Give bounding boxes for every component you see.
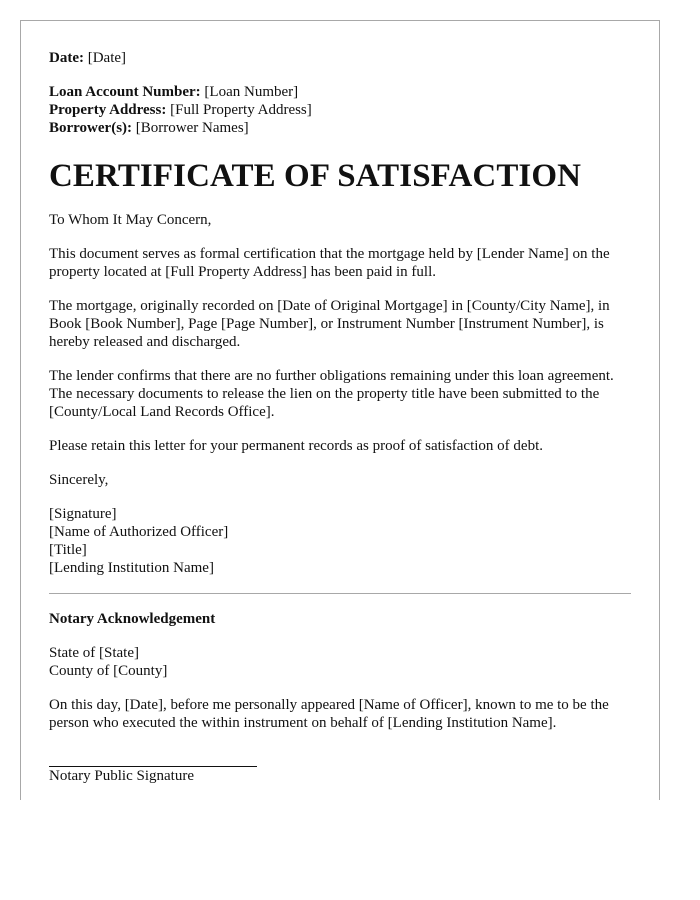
closing: Sincerely, — [49, 472, 109, 488]
borrowers-value: [Borrower Names] — [135, 120, 249, 136]
property-address-line — [49, 101, 631, 119]
notary-heading: Notary Acknowledgement — [49, 611, 216, 627]
paragraph-retain-records: Please retain this letter for your permanent records as proof of satisfaction of debt. — [49, 438, 543, 454]
document-page — [20, 20, 660, 800]
loan-number-value: [Loan Number] — [204, 84, 299, 100]
date-line — [49, 49, 631, 67]
signature-placeholder: [Signature] — [49, 506, 117, 522]
paragraph-payment-certification: This document serves as formal certification that the mortgage held by [Lender Name] on the property located at [Full Property Address] has been paid in full. — [49, 246, 610, 280]
lending-institution: [Lending Institution Name] — [49, 560, 214, 576]
loan-number-line — [49, 83, 631, 101]
notary-county: County of [County] — [49, 663, 168, 679]
paragraph-mortgage-release: The mortgage, originally recorded on [Date of Original Mortgage] in [County/City Name], in Book [Book Number], Page [Page Number], or Instrument Number [Instrument Number], is hereby released and discharged. — [49, 298, 610, 350]
property-address-label: Property Address: — [49, 102, 167, 118]
loan-number-label: Loan Account Number: — [49, 84, 201, 100]
section-divider — [49, 593, 631, 594]
document-title: CERTIFICATE OF SATISFACTION — [49, 158, 582, 194]
date-value: [Date] — [87, 50, 127, 66]
notary-statement: On this day, [Date], before me personally appeared [Name of Officer], known to me to be the person who executed the within instrument on behalf of [Lending Institution Name]. — [49, 697, 609, 731]
property-address-value: [Full Property Address] — [170, 102, 312, 118]
officer-title: [Title] — [49, 542, 87, 558]
date-label: Date: — [49, 50, 84, 66]
notary-venue — [49, 644, 631, 680]
signature-block — [49, 505, 631, 577]
salutation: To Whom It May Concern, — [49, 212, 212, 228]
paragraph-lien-release: The lender confirms that there are no further obligations remaining under this loan agreement. The necessary documents to release the lien on the property title have been submitted to the [County/Local Land Records Office]. — [49, 368, 614, 420]
borrowers-line — [49, 119, 631, 137]
officer-name: [Name of Authorized Officer] — [49, 524, 229, 540]
borrowers-label: Borrower(s): — [49, 120, 133, 136]
notary-state: State of [State] — [49, 645, 139, 661]
notary-signature-label: Notary Public Signature — [49, 768, 194, 784]
